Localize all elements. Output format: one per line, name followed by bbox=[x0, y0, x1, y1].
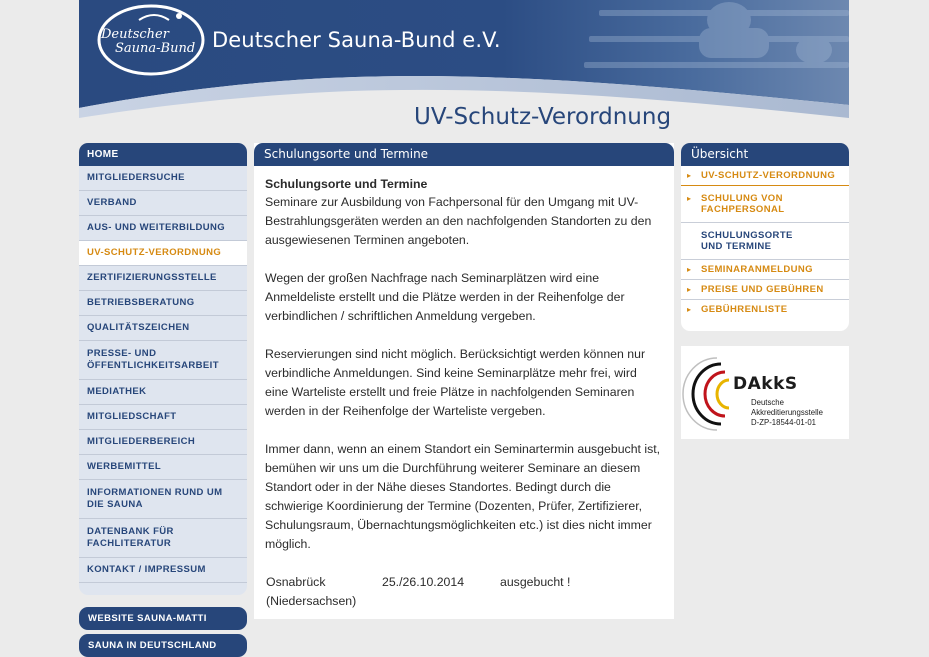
seminar-table bbox=[265, 573, 662, 611]
nav-mitgliedschaft[interactable]: MITGLIEDSCHAFT bbox=[79, 405, 247, 430]
nav-mitgliederbereich[interactable]: MITGLIEDERBEREICH bbox=[79, 430, 247, 455]
overview-item-label bbox=[701, 230, 793, 252]
arrow-bullet-icon: ▸ bbox=[687, 171, 692, 180]
overview-item-label: PREISE UND GEBÜHREN bbox=[701, 284, 824, 295]
seminar-city: Osnabrück bbox=[266, 575, 326, 589]
main-content bbox=[254, 143, 674, 619]
paragraph-3: Reservierungen sind nicht möglich. Berücksichtigt werden können nur verbindliche Anmeldungen. Sind keine Seminarplätze mehr frei, wird eine Warteliste erstellt und freie Plätze in nachfolgenden Seminaren werden in der Reihenfolge der Warteliste vergeben. bbox=[265, 347, 646, 418]
seminar-status: ausgebucht ! bbox=[500, 575, 571, 589]
nav-home[interactable]: HOME bbox=[79, 143, 247, 166]
dakks-line2: Akkreditierungsstelle bbox=[751, 408, 823, 417]
overview-sidebar bbox=[681, 143, 849, 331]
overview-schulungsorte-und-termine[interactable] bbox=[681, 223, 849, 260]
nav-informationen-line1: INFORMATIONEN RUND UM bbox=[87, 487, 223, 498]
nav-datenbank[interactable] bbox=[79, 519, 247, 558]
arrow-bullet-icon: ▸ bbox=[687, 305, 692, 314]
nav-uv-schutz-verordnung[interactable]: UV-SCHUTZ-VERORDNUNG bbox=[79, 241, 247, 266]
bullet-spacer bbox=[687, 230, 701, 252]
dakks-arc-icon bbox=[689, 354, 749, 434]
overview-item-label: SEMINARANMELDUNG bbox=[701, 264, 813, 275]
logo-line2: Sauna-Bund bbox=[115, 41, 196, 56]
logo-line1: Deutscher bbox=[101, 27, 169, 42]
overview-title: Übersicht bbox=[681, 143, 849, 166]
nav-informationen-line2: DIE SAUNA bbox=[87, 499, 143, 510]
arrow-bullet-icon: ▸ bbox=[687, 285, 692, 294]
nav-presse-line2: ÖFFENTLICHKEITSARBEIT bbox=[87, 360, 219, 371]
nav-presse-line1: PRESSE- UND bbox=[87, 348, 157, 359]
nav-kontakt-impressum[interactable]: KONTAKT / IMPRESSUM bbox=[79, 558, 247, 583]
nav-qualitaetszeichen[interactable]: QUALITÄTSZEICHEN bbox=[79, 316, 247, 341]
overview-bottom bbox=[681, 319, 849, 331]
nav-presse[interactable] bbox=[79, 341, 247, 380]
seminar-region: (Niedersachsen) bbox=[266, 594, 357, 608]
sauna-in-deutschland-button[interactable]: SAUNA IN DEUTSCHLAND bbox=[79, 634, 247, 657]
overview-gebuehrenliste[interactable] bbox=[681, 300, 849, 319]
nav-betriebsberatung[interactable]: BETRIEBSBERATUNG bbox=[79, 291, 247, 316]
nav-bottom bbox=[79, 583, 247, 595]
content-tab-title: Schulungsorte und Termine bbox=[254, 143, 674, 166]
nav-datenbank-line2: FACHLITERATUR bbox=[87, 538, 172, 549]
dakks-caption bbox=[751, 398, 823, 428]
overview-item-label bbox=[701, 193, 784, 215]
seminar-location bbox=[266, 573, 382, 611]
dakks-line3: D-ZP-18544-01-01 bbox=[751, 418, 817, 427]
paragraph-1: Seminare zur Ausbildung von Fachpersonal für den Umgang mit UV-Bestrahlungsgeräten werden an den nachfolgenden Standorten zu den ausgewiesenen Terminen angeboten. bbox=[265, 195, 652, 247]
content-body bbox=[254, 166, 674, 611]
overview-item-label: UV-SCHUTZ-VERORDNUNG bbox=[701, 170, 836, 181]
site-title: Deutscher Sauna-Bund e.V. bbox=[212, 28, 501, 52]
paragraph-4: Immer dann, wenn an einem Standort ein Seminartermin ausgebucht ist, bemühen wir uns um die Durchführung weiterer Seminare an diesem Standort oder in der Nähe dieses Standortes. Bedingt durch die schwierige Koordinierung der Termine (Dozenten, Prüfer, Zertifizierer, Schulungsraum, Übernachtungsmöglichkeiten etc.) ist dies nicht immer möglich. bbox=[265, 442, 661, 551]
overview-preise-und-gebuehren[interactable] bbox=[681, 280, 849, 300]
nav-verband[interactable]: VERBAND bbox=[79, 191, 247, 216]
label-line2: FACHPERSONAL bbox=[701, 204, 785, 215]
seminar-date: 25./26.10.2014 bbox=[382, 575, 465, 589]
nav-datenbank-line1: DATENBANK FÜR bbox=[87, 526, 174, 537]
website-sauna-matti-button[interactable]: WEBSITE SAUNA-MATTI bbox=[79, 607, 247, 630]
nav-aus-und-weiterbildung[interactable]: AUS- UND WEITERBILDUNG bbox=[79, 216, 247, 241]
nav-zertifizierungsstelle[interactable]: ZERTIFIZIERUNGSSTELLE bbox=[79, 266, 247, 291]
nav-mediathek[interactable]: MEDIATHEK bbox=[79, 380, 247, 405]
arrow-bullet-icon: ▸ bbox=[687, 265, 692, 274]
dakks-line1: Deutsche bbox=[751, 398, 784, 407]
overview-list bbox=[681, 166, 849, 319]
paragraph-2: Wegen der großen Nachfrage nach Seminarplätzen wird eine Anmeldeliste erstellt und die Plätze werden in der Reihenfolge der verbindlichen / schriftlichen Anmeldung vergeben. bbox=[265, 271, 625, 323]
nav-informationen[interactable] bbox=[79, 480, 247, 519]
nav-mitgliedersuche[interactable]: MITGLIEDERSUCHE bbox=[79, 166, 247, 191]
label-line1: SCHULUNG VON bbox=[701, 193, 783, 204]
overview-seminaranmeldung[interactable] bbox=[681, 260, 849, 280]
label-line1: SCHULUNGSORTE bbox=[701, 230, 793, 241]
label-line2: UND TERMINE bbox=[701, 241, 772, 252]
dakks-badge[interactable] bbox=[681, 346, 849, 439]
content-heading: Schulungsorte und Termine bbox=[265, 177, 428, 191]
nav-list bbox=[79, 166, 247, 583]
overview-item-label: GEBÜHRENLISTE bbox=[701, 304, 788, 315]
left-navigation bbox=[79, 143, 247, 657]
site-header bbox=[79, 0, 849, 130]
overview-uv-schutz-verordnung[interactable] bbox=[681, 166, 849, 186]
overview-schulung-von-fachpersonal[interactable] bbox=[681, 186, 849, 223]
page-heading: UV-Schutz-Verordnung bbox=[414, 104, 672, 130]
nav-werbemittel[interactable]: WERBEMITTEL bbox=[79, 455, 247, 480]
dakks-name: DAkkS bbox=[733, 374, 798, 394]
arrow-bullet-icon: ▸ bbox=[687, 194, 692, 203]
